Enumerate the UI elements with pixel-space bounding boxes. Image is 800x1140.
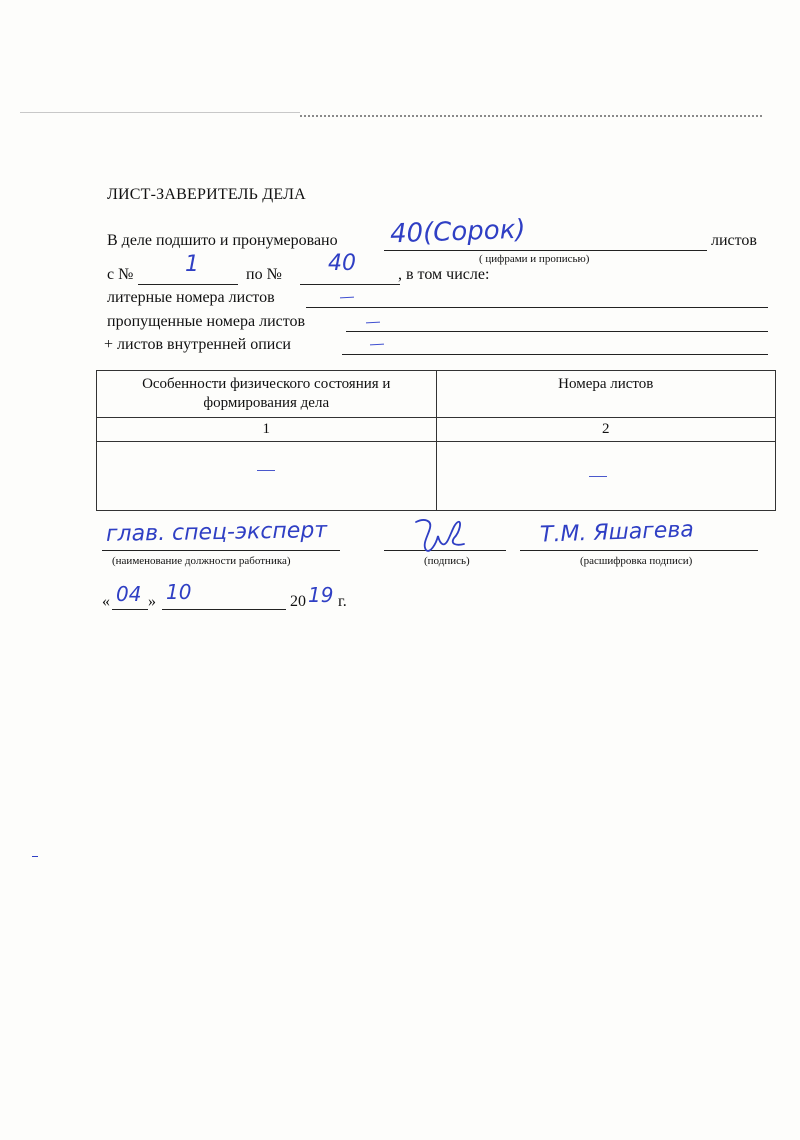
signature-image	[410, 514, 470, 556]
literal-sheets-label: литерные номера листов	[107, 289, 275, 306]
position-value: глав. спец-эксперт	[105, 518, 328, 547]
physical-state-dash	[257, 470, 275, 471]
scan-edge-line	[20, 112, 300, 113]
date-year-unit: г.	[338, 593, 347, 610]
missing-sheets-label: пропущенные номера листов	[107, 313, 306, 330]
physical-state-cell	[97, 442, 437, 511]
literal-sheets-dash	[340, 297, 354, 299]
column-number-1: 1	[97, 418, 437, 442]
table-row	[97, 442, 776, 511]
to-label: по №	[246, 266, 282, 283]
from-value: 1	[185, 252, 199, 277]
inner-inventory-underline	[342, 354, 768, 355]
position-underline	[102, 550, 340, 551]
table-number-row	[97, 418, 776, 442]
dotted-cut-line	[300, 109, 762, 117]
including-label: , в том числе:	[398, 266, 490, 283]
sewn-label: В деле подшито и пронумеровано	[107, 232, 338, 249]
position-caption: (наименование должности работника)	[112, 555, 291, 567]
signature-caption: (подпись)	[424, 555, 470, 567]
header-sheet-numbers: Номера листов	[436, 371, 775, 418]
date-year-prefix: 20	[290, 593, 306, 610]
name-underline	[520, 550, 758, 551]
sheets-suffix: листов	[711, 232, 757, 249]
from-underline	[138, 284, 238, 285]
to-value: 40	[328, 251, 356, 276]
stray-ink-mark	[32, 856, 38, 857]
date-month-underline	[162, 609, 286, 610]
date-close-quote: »	[148, 593, 156, 610]
sheets-count-hint: ( цифрами и прописью)	[479, 253, 590, 265]
column-number-2: 2	[436, 418, 775, 442]
document-title: ЛИСТ-ЗАВЕРИТЕЛЬ ДЕЛА	[107, 186, 306, 203]
sheet-numbers-dash	[589, 476, 607, 477]
missing-sheets-dash	[366, 322, 380, 324]
date-year-suffix: 19	[308, 583, 334, 607]
sheet-numbers-cell	[436, 442, 775, 511]
sheets-count-underline	[384, 250, 707, 251]
to-underline	[300, 284, 400, 285]
date-open-quote: «	[102, 593, 110, 610]
inner-inventory-label: + листов внутренней описи	[104, 336, 291, 353]
physical-state-table	[96, 370, 776, 511]
name-caption: (расшифровка подписи)	[580, 555, 693, 567]
date-month: 10	[166, 580, 192, 604]
missing-sheets-underline	[346, 331, 768, 332]
from-label: с №	[107, 266, 134, 283]
name-value: Т.М. Яшагева	[539, 517, 695, 548]
literal-sheets-underline	[306, 307, 768, 308]
date-day: 04	[116, 582, 142, 606]
header-physical-state: Особенности физического состояния и формирования дела	[97, 371, 437, 418]
date-day-underline	[112, 609, 148, 610]
table-header-row	[97, 371, 776, 418]
inner-inventory-dash	[370, 344, 384, 346]
sheets-count-value: 40(Сорок)	[389, 214, 527, 250]
